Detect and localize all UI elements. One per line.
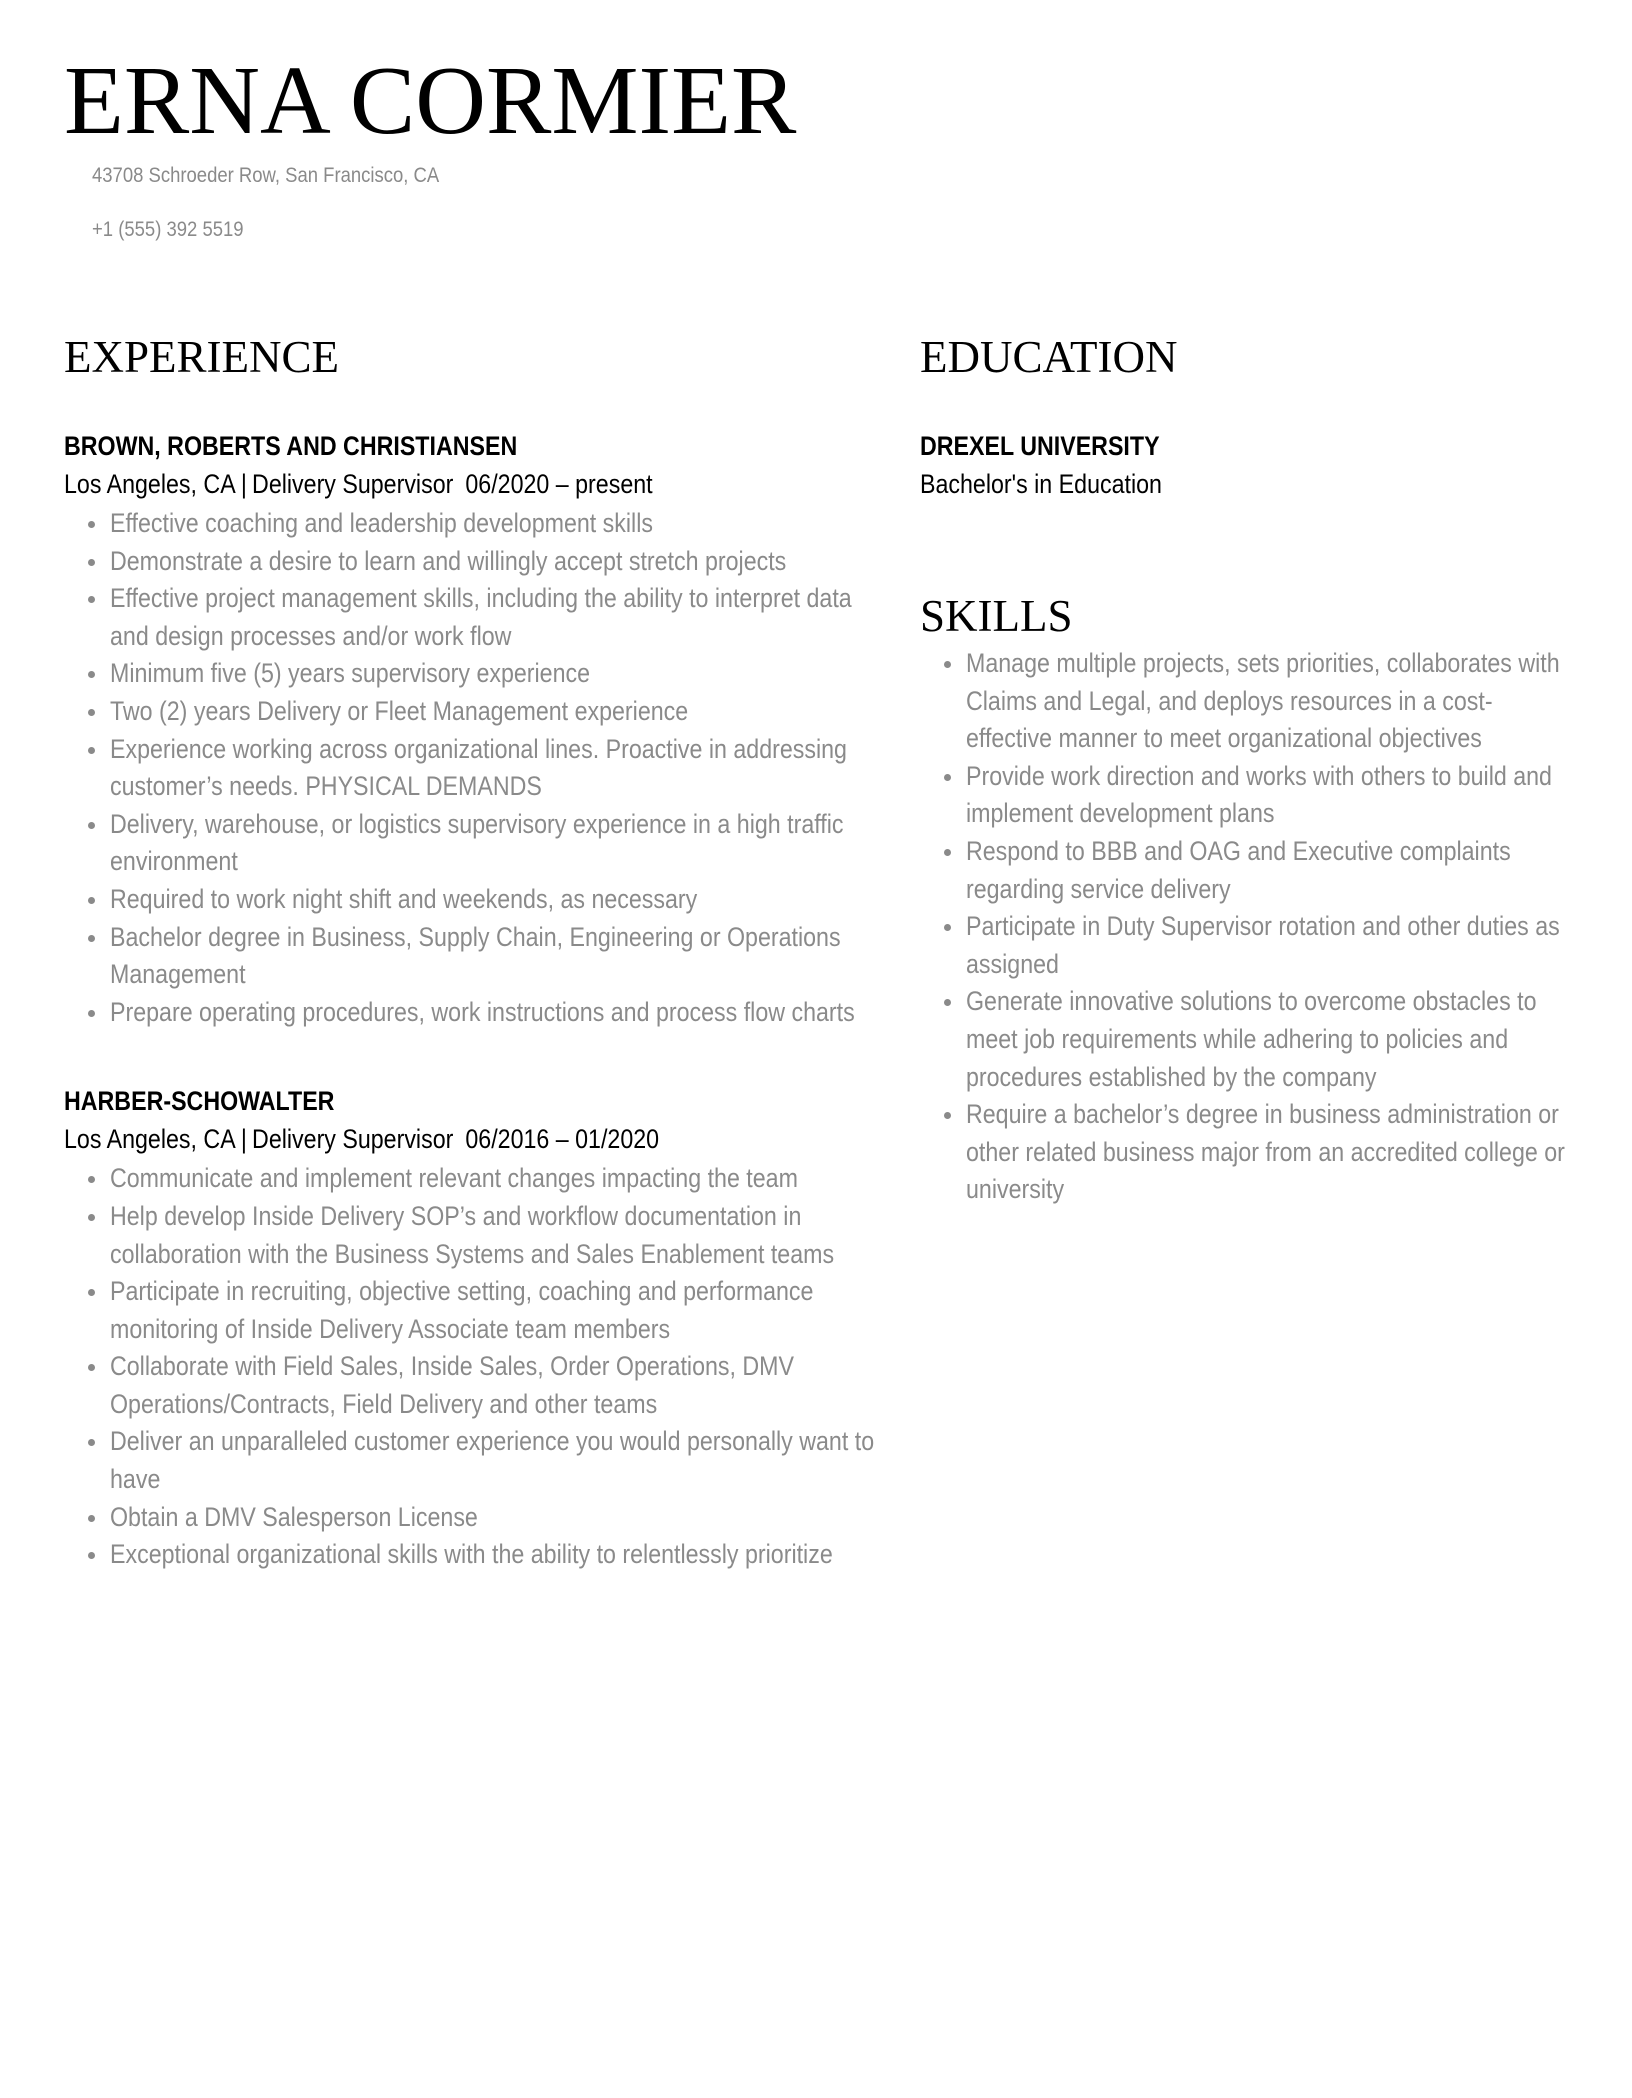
bullet-icon <box>88 671 95 678</box>
list-item: Respond to BBB and OAG and Executive complaints regarding service delivery <box>920 833 1580 908</box>
education-skills-column <box>920 330 1580 1209</box>
bullet-icon <box>944 849 951 856</box>
job-dates: 06/2016 – 01/2020 <box>465 1124 660 1155</box>
experience-column <box>64 330 884 1574</box>
bullet-icon <box>944 999 951 1006</box>
skills-list <box>920 645 1580 1209</box>
job-location: Los Angeles, CA <box>64 1124 236 1155</box>
bullet-icon <box>88 822 95 829</box>
bullet-icon <box>88 897 95 904</box>
bullet-icon <box>944 774 951 781</box>
list-item: Experience working across organizational lines. Proactive in addressing customer’s needs. PHYSICAL DEMANDS <box>64 731 884 806</box>
bullet-icon <box>944 924 951 931</box>
job-role: Delivery Supervisor <box>252 469 454 499</box>
job-subtitle <box>64 465 769 503</box>
list-item: Delivery, warehouse, or logistics supervisory experience in a high traffic environment <box>64 806 884 881</box>
bullet-icon <box>88 521 95 528</box>
bullet-icon <box>88 935 95 942</box>
list-item: Manage multiple projects, sets priorities, collaborates with Claims and Legal, and deploys resources in a cost-effective manner to meet organizational objectives <box>920 645 1580 758</box>
list-item: Minimum five (5) years supervisory experience <box>64 655 884 693</box>
address: 43708 Schroeder Row, San Francisco, CA <box>92 164 440 187</box>
list-item: Require a bachelor’s degree in business administration or other related business major from an accredited college or university <box>920 1096 1580 1209</box>
list-item: Exceptional organizational skills with the ability to relentlessly prioritize <box>64 1536 884 1574</box>
bullet-icon <box>88 1010 95 1017</box>
job-dates: 06/2020 – present <box>465 469 653 499</box>
job-entry <box>64 428 884 1031</box>
experience-heading: EXPERIENCE <box>64 332 339 382</box>
phone: +1 (555) 392 5519 <box>92 218 244 241</box>
skills-heading: SKILLS <box>920 591 1073 641</box>
separator: | <box>240 1124 247 1155</box>
bullet-icon <box>88 1439 95 1446</box>
bullet-icon <box>944 1112 951 1119</box>
list-item: Required to work night shift and weekends, as necessary <box>64 881 884 919</box>
job-bullets <box>64 1160 884 1574</box>
job-role: Delivery Supervisor <box>252 1124 454 1155</box>
bullet-icon <box>88 596 95 603</box>
list-item: Effective project management skills, including the ability to interpret data and design processes and/or work flow <box>64 580 884 655</box>
bullet-icon <box>88 1214 95 1221</box>
job-subtitle <box>64 1120 769 1158</box>
bullet-icon <box>88 1515 95 1522</box>
bullet-icon <box>88 1176 95 1183</box>
job-bullets <box>64 505 884 1031</box>
list-item: Obtain a DMV Salesperson License <box>64 1499 884 1537</box>
list-item: Provide work direction and works with others to build and implement development plans <box>920 758 1580 833</box>
company-name: HARBER-SCHOWALTER <box>64 1086 335 1117</box>
school-name: DREXEL UNIVERSITY <box>920 431 1160 461</box>
company-name: BROWN, ROBERTS AND CHRISTIANSEN <box>64 431 518 461</box>
bullet-icon <box>88 1364 95 1371</box>
list-item: Generate innovative solutions to overcome obstacles to meet job requirements while adhering to policies and procedures established by the company <box>920 983 1580 1096</box>
job-location: Los Angeles, CA <box>64 469 236 499</box>
list-item: Demonstrate a desire to learn and willingly accept stretch projects <box>64 543 884 581</box>
bullet-icon <box>88 709 95 716</box>
bullet-icon <box>88 559 95 566</box>
list-item: Collaborate with Field Sales, Inside Sales, Order Operations, DMV Operations/Contracts, Field Delivery and other teams <box>64 1348 884 1423</box>
job-entry <box>64 1083 884 1574</box>
education-heading: EDUCATION <box>920 332 1178 382</box>
list-item: Deliver an unparalleled customer experience you would personally want to have <box>64 1423 884 1498</box>
list-item: Help develop Inside Delivery SOP’s and workflow documentation in collaboration with the Business Systems and Sales Enablement teams <box>64 1198 884 1273</box>
bullet-icon <box>88 1552 95 1559</box>
degree: Bachelor's in Education <box>920 469 1162 499</box>
list-item: Participate in Duty Supervisor rotation and other duties as assigned <box>920 908 1580 983</box>
bullet-icon <box>944 661 951 668</box>
list-item: Communicate and implement relevant changes impacting the team <box>64 1160 884 1198</box>
bullet-icon <box>88 747 95 754</box>
list-item: Bachelor degree in Business, Supply Chain, Engineering or Operations Management <box>64 919 884 994</box>
list-item: Two (2) years Delivery or Fleet Management experience <box>64 693 884 731</box>
list-item: Prepare operating procedures, work instructions and process flow charts <box>64 994 884 1032</box>
separator: | <box>240 469 247 499</box>
list-item: Effective coaching and leadership development skills <box>64 505 884 543</box>
education-entry <box>920 428 1580 503</box>
bullet-icon <box>88 1289 95 1296</box>
candidate-name: ERNA CORMIER <box>64 47 797 155</box>
list-item: Participate in recruiting, objective setting, coaching and performance monitoring of Inside Delivery Associate team members <box>64 1273 884 1348</box>
